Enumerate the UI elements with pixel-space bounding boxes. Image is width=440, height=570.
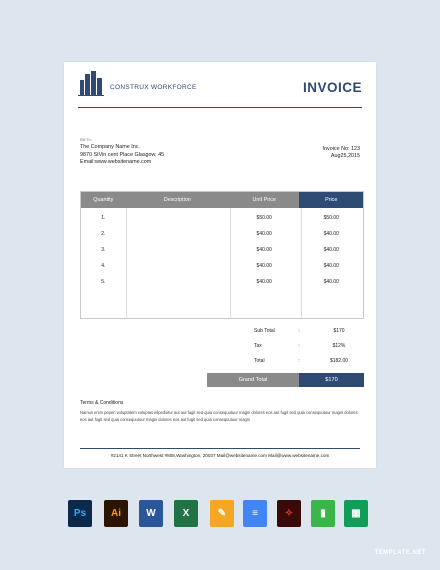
total-value: $182.00 xyxy=(329,358,349,364)
row-description xyxy=(126,245,229,255)
header-price: Price xyxy=(299,192,363,208)
grand-total-label: Grand Total xyxy=(207,373,299,387)
invoice-date: Aug25,2015 xyxy=(330,153,360,160)
row-price: $50.00 xyxy=(323,215,339,221)
grand-total-bar xyxy=(207,373,364,387)
row-unit-price: $40.00 xyxy=(256,263,272,269)
footer-address: #2141 K Street Northwest #808,Washington, 20037 Mail@websitename.com Mail@www.websitename.com xyxy=(110,453,330,458)
table-row xyxy=(81,245,363,255)
row-unit-price: $50.00 xyxy=(256,215,272,221)
table-row xyxy=(81,277,363,287)
subtotal-row xyxy=(254,327,364,335)
header-unit-price: Unit Price xyxy=(229,192,300,208)
brand xyxy=(78,70,197,96)
numbers-icon[interactable] xyxy=(311,500,335,527)
subtotal-label: Sub Total xyxy=(254,328,275,334)
row-quantity: 2. xyxy=(101,231,106,237)
header-quantity: Quantity xyxy=(81,192,126,208)
terms-heading: Terms & Conditions xyxy=(80,400,124,406)
watermark: TEMPLATE.NET xyxy=(374,550,426,556)
brand-name: CONSTRUX WORKFORCE xyxy=(110,84,197,91)
terms-section xyxy=(80,400,364,423)
row-price: $40.00 xyxy=(323,263,339,269)
row-unit-price: $40.00 xyxy=(256,247,272,253)
subtotal-value: $170 xyxy=(333,328,345,334)
google-docs-glyph: ≡ xyxy=(252,508,258,519)
illustrator-glyph: Ai xyxy=(111,508,121,519)
tax-separator: : xyxy=(298,343,300,349)
footer-divider xyxy=(80,448,360,449)
row-price: $40.00 xyxy=(323,279,339,285)
bill-to-email: Email:www.websitename.com xyxy=(80,159,152,166)
row-price: $40.00 xyxy=(323,247,339,253)
pdf-icon[interactable] xyxy=(277,500,301,527)
total-separator: : xyxy=(298,358,300,364)
row-quantity: 4. xyxy=(101,263,106,269)
row-unit-price: $40.00 xyxy=(256,279,272,285)
tax-row xyxy=(254,342,364,350)
grand-total-value: $170 xyxy=(299,373,364,387)
tax-value: $12% xyxy=(332,343,346,349)
bill-to-label: Bill To: xyxy=(80,137,92,142)
row-description xyxy=(126,213,229,223)
table-row xyxy=(81,229,363,239)
row-quantity: 3. xyxy=(101,247,106,253)
total-label: Total xyxy=(254,358,265,364)
header-description: Description xyxy=(126,192,229,208)
row-quantity: 5. xyxy=(101,279,106,285)
row-quantity: 1. xyxy=(101,215,106,221)
subtotal-separator: : xyxy=(298,328,300,334)
terms-body: Namus enim peperi voluptatem voluptas ellpedsitur aut aut fugit sed quia consequutuur magni dolores eos aut fugit sed quia consequutuur magni dolores eos aut fugit sed quia consequutuur magni dolores eos aut fugit sed quia consequutuur magni xyxy=(80,410,358,422)
items-table-header xyxy=(81,192,363,208)
tax-label: Tax xyxy=(254,343,262,349)
table-row xyxy=(81,261,363,271)
pdf-glyph: ✧ xyxy=(284,508,294,519)
photoshop-icon[interactable] xyxy=(68,500,92,527)
excel-icon[interactable] xyxy=(174,500,198,527)
photoshop-glyph: Ps xyxy=(73,508,87,519)
row-price: $40.00 xyxy=(323,231,339,237)
invoice-number: Invoice No: 123 xyxy=(322,146,360,152)
pages-icon[interactable] xyxy=(210,500,234,527)
items-table xyxy=(80,191,364,319)
row-unit-price: $40.00 xyxy=(256,231,272,237)
total-row xyxy=(254,357,364,365)
google-sheets-icon[interactable] xyxy=(344,500,368,527)
numbers-glyph: ▮ xyxy=(320,508,326,519)
bill-to-company: The Company Name Inc. xyxy=(80,144,140,151)
table-row xyxy=(81,213,363,223)
excel-glyph: X xyxy=(182,508,190,519)
pages-glyph: ✎ xyxy=(217,508,227,519)
header-divider xyxy=(78,107,362,108)
invoice-title: INVOICE xyxy=(302,80,362,95)
invoice-sheet xyxy=(64,62,376,468)
row-description xyxy=(126,277,229,287)
building-skyline-icon xyxy=(78,70,104,96)
invoice-meta xyxy=(323,146,360,161)
google-docs-icon[interactable] xyxy=(243,500,267,527)
google-sheets-glyph: ▦ xyxy=(351,508,361,519)
items-table-body xyxy=(81,208,363,318)
row-description xyxy=(126,229,229,239)
row-description xyxy=(126,261,229,271)
illustrator-icon[interactable] xyxy=(104,500,128,527)
bill-to-address: 9870 StVin cent Place Glasgow, 45 xyxy=(80,151,165,158)
bill-to-block xyxy=(80,136,164,167)
word-glyph: W xyxy=(146,508,156,519)
word-icon[interactable] xyxy=(139,500,163,527)
file-format-icons xyxy=(0,500,440,527)
